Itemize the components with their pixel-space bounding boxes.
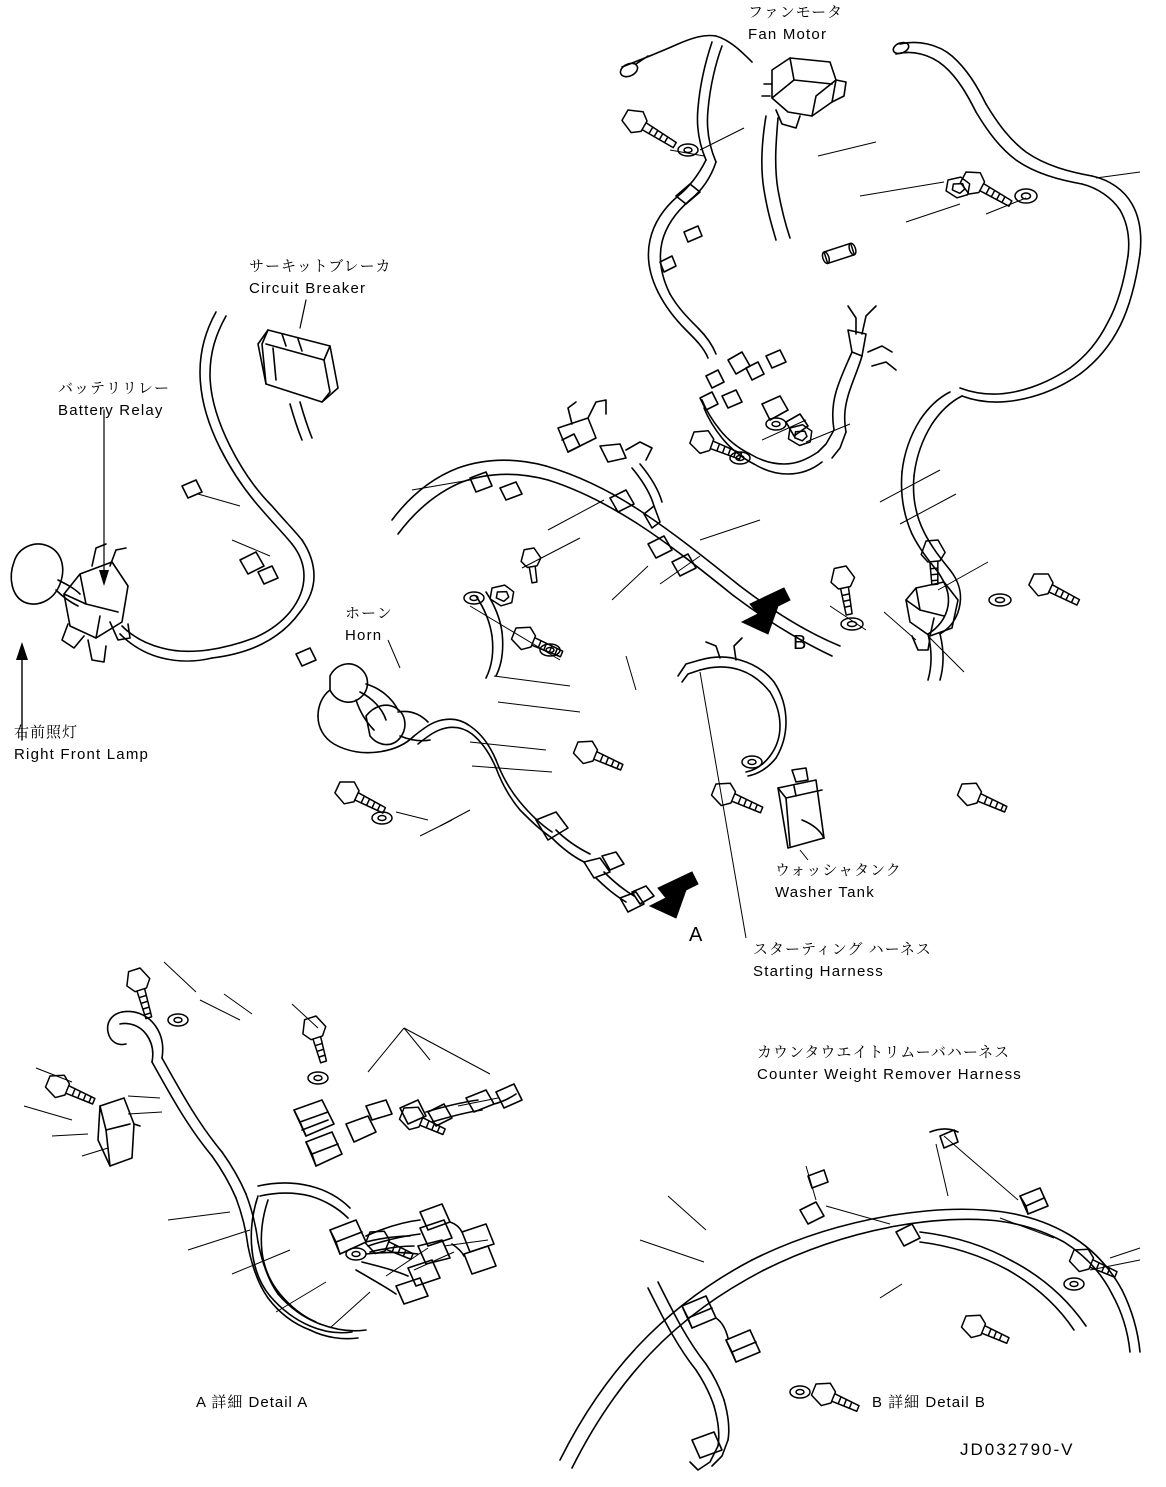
callout-counter-weight-remover-harness-en: Counter Weight Remover Harness [757, 1065, 1022, 1083]
detail-a-label [196, 1392, 308, 1415]
callout-horn-en: Horn [345, 626, 383, 644]
callout-battery-relay-jp: バッテリリレー [58, 380, 171, 397]
callout-counter-weight-remover-harness-jp: カウンタウエイトリムーバハーネス [757, 1044, 1011, 1061]
callout-horn-jp: ホーン [345, 605, 393, 622]
detail-b-label-jp: B 詳細 [872, 1394, 921, 1411]
callout-right-front-lamp-en: Right Front Lamp [14, 745, 150, 763]
callout-circuit-breaker-en: Circuit Breaker [249, 279, 367, 297]
callout-right-front-lamp-jp: 右前照灯 [14, 724, 79, 741]
detail-b-label-en: Detail B [925, 1394, 986, 1411]
callout-right-front-lamp [14, 722, 149, 766]
drawing-number: JD032790-V [960, 1440, 1075, 1459]
callout-horn [345, 603, 393, 647]
callout-fan-motor-jp: ファンモータ [748, 4, 844, 21]
callout-circuit-breaker-jp: サーキットブレーカ [249, 258, 392, 275]
callout-washer-tank [775, 860, 902, 904]
callout-washer-tank-en: Washer Tank [775, 883, 875, 901]
callout-fan-motor-en: Fan Motor [748, 25, 828, 43]
detail-b-label [872, 1392, 986, 1415]
callout-battery-relay-en: Battery Relay [58, 401, 164, 419]
callout-starting-harness-en: Starting Harness [753, 962, 884, 980]
detail-a-label-en: Detail A [248, 1394, 309, 1411]
callout-fan-motor [748, 2, 843, 46]
section-marker-b: B [793, 632, 808, 654]
callout-battery-relay [58, 378, 170, 422]
callout-starting-harness [753, 939, 932, 983]
callout-starting-harness-jp: スターティング ハーネス [753, 941, 932, 958]
callout-counter-weight-remover-harness [757, 1042, 1022, 1086]
callout-washer-tank-jp: ウォッシャタンク [775, 862, 902, 879]
detail-a-label-jp: A 詳細 [196, 1394, 244, 1411]
callout-circuit-breaker [249, 256, 391, 300]
section-marker-a: A [689, 924, 704, 946]
